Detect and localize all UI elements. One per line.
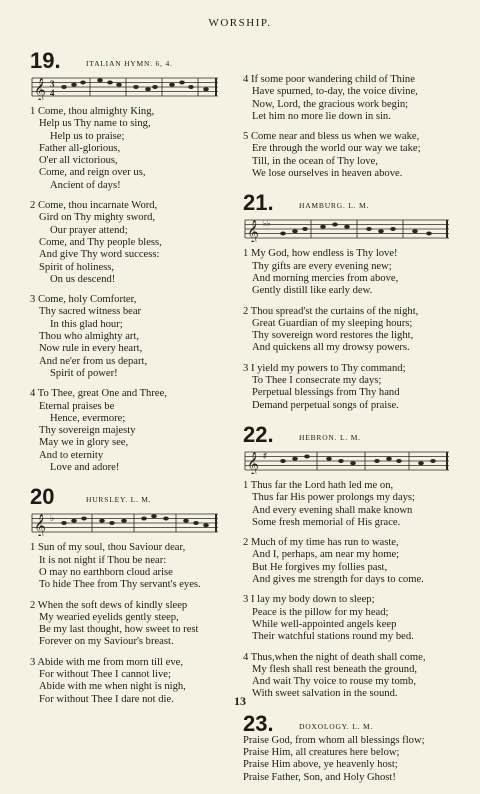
verse-line: 1 Come, thou almighty King, (30, 106, 155, 117)
stanza (243, 537, 455, 586)
svg-text:𝄞: 𝄞 (247, 452, 259, 474)
verse-line: We lose ourselves in heaven above. (252, 168, 403, 180)
verse-line: Thy sovereign majesty (39, 425, 136, 437)
verse-line: O may no earthborn cloud arise (39, 566, 173, 578)
verse-line: Hence, evermore; (50, 412, 126, 424)
verse-line: Now, Lord, the gracious work begin; (252, 98, 409, 110)
hymn-number: 20 (30, 484, 55, 510)
verse-line: And every evening shall make known (252, 504, 413, 516)
verse-line: Now rule in every heart, (39, 343, 143, 355)
hymn-tune: DOXOLOGY. L. M. (299, 721, 374, 731)
verse-line: 1 Thus far the Lord hath led me on, (243, 479, 394, 491)
svg-text:4: 4 (50, 88, 55, 98)
verse-line: In this glad hour; (50, 318, 123, 330)
hymn-20-continued (243, 74, 455, 180)
hymn-text (30, 542, 238, 706)
verse-line: Help us Thy name to sing, (39, 118, 151, 130)
verse-line: Gird on Thy mighty sword, (39, 212, 156, 224)
page-header: WORSHIP. (208, 17, 272, 29)
left-column (30, 48, 238, 716)
verse-line: For without Thee I cannot live; (39, 668, 171, 680)
verse-line: And morning mercies from above, (252, 272, 399, 284)
verse-line: Eternal praises be (39, 400, 115, 412)
hymn-number: 21. (243, 190, 274, 216)
verse-line: To hide Thee from Thy servant's eyes. (39, 579, 201, 591)
stanza (30, 106, 238, 192)
music-staff (243, 448, 451, 474)
stanza (243, 74, 455, 123)
verse-line: May we in glory see, (39, 437, 129, 449)
verse-line: Father all-glorious, (39, 142, 121, 154)
verse-line: 3 Abide with me from morn till eve, (30, 656, 183, 668)
verse-line: Ere through the world our way we take; (252, 143, 421, 155)
verse-line: Have spurned, to-day, the voice divine, (252, 86, 418, 98)
verse-line: And give Thy word success: (39, 249, 160, 261)
stanza (243, 480, 455, 529)
stanza (243, 306, 455, 355)
verse-line: Praise Father, Son, and Holy Ghost! (243, 771, 396, 783)
verse-line: Thy sacred witness bear (39, 306, 142, 318)
svg-text:3: 3 (50, 79, 55, 89)
hymn-tune: HURSLEY. L. M. (86, 495, 152, 505)
verse-line: With sweet salvation in the sound. (252, 688, 398, 700)
verse-line: And to eternity (39, 449, 104, 461)
hymn-23 (243, 711, 455, 784)
verse-line: 3 I lay my body down to sleep; (243, 594, 375, 606)
verse-line: Praise Him above, ye heavenly host; (243, 759, 398, 771)
stanza (243, 735, 455, 784)
music-staff (30, 510, 220, 536)
verse-line: Let him no more lie down in sin. (252, 110, 391, 122)
verse-line: My wearied eyelids gently steep, (39, 611, 179, 623)
hymn-text (30, 106, 238, 474)
hymn-number: 23. (243, 710, 274, 736)
hymn-tune: HEBRON. L. M. (299, 432, 361, 442)
hymn-tune: ITALIAN HYMN. 6, 4. (86, 59, 173, 68)
verse-line: 2 When the soft dews of kindly sleep (30, 599, 188, 611)
verse-line: Ancient of days! (50, 179, 121, 191)
svg-text:𝄞: 𝄞 (34, 79, 46, 100)
verse-line: 5 Come near and bless us when we wake, (243, 131, 420, 143)
verse-line: 4 Thus,when the night of death shall come, (243, 651, 426, 663)
stanza (30, 200, 238, 286)
verse-line: Forever on my Saviour's breast. (39, 636, 174, 648)
verse-line: It is not night if Thou be near: (39, 554, 167, 566)
verse-line: My flesh shall rest beneath the ground, (252, 663, 418, 675)
music-staff (30, 74, 220, 100)
stanza (243, 131, 455, 180)
verse-line: Praise Him, all creatures here below; (243, 746, 400, 758)
hymn-19 (30, 48, 238, 474)
verse-line: Their watchful stations round my bed. (252, 631, 414, 643)
hymn-21 (243, 190, 455, 412)
stanza (30, 294, 238, 380)
verse-line: Thus far His power prolongs my days; (252, 492, 416, 504)
verse-line: Perpetual blessings from Thy hand (252, 387, 400, 399)
verse-line: Come, and reign over us, (39, 167, 146, 179)
verse-line: And wait Thy voice to rouse my tomb, (252, 676, 416, 688)
verse-line: Gently distill like early dew. (252, 285, 373, 297)
stanza (243, 594, 455, 643)
verse-line: 2 Much of my time has run to waste, (243, 537, 399, 549)
stanza (30, 542, 238, 591)
verse-line: 4 To Thee, great One and Three, (30, 388, 167, 400)
verse-line: Our prayer attend; (50, 224, 128, 236)
verse-line: Help us to praise; (50, 130, 125, 142)
verse-line: Thy gifts are every evening new; (252, 260, 392, 272)
music-staff (243, 216, 451, 242)
verse-line: Spirit of holiness, (39, 261, 115, 273)
verse-line: 3 Come, holy Comforter, (30, 294, 137, 306)
verse-line: Spirit of power! (50, 367, 118, 379)
verse-line: Abide with me when night is nigh, (39, 681, 186, 693)
verse-line: Some fresh memorial of His grace. (252, 516, 401, 528)
verse-line: For without Thee I dare not die. (39, 693, 174, 705)
verse-line: O'er all victorious, (39, 155, 118, 167)
verse-line: Till, in the ocean of Thy love, (252, 155, 378, 167)
verse-line: Great Guardian of my sleeping hours; (252, 317, 413, 329)
stanza (30, 600, 238, 649)
verse-line: And ne'er from us depart, (39, 355, 148, 367)
verse-line: 3 I yield my powers to Thy command; (243, 362, 406, 374)
svg-text:𝄞: 𝄞 (247, 221, 259, 243)
verse-line: Praise God, from whom all blessings flow; (243, 734, 425, 746)
verse-line: Be my last thought, how sweet to rest (39, 624, 199, 636)
hymn-tune: HAMBURG. L. M. (299, 201, 370, 211)
svg-text:♭♭: ♭♭ (263, 219, 271, 229)
verse-line: But He forgives my follies past, (252, 561, 388, 573)
verse-line: To Thee I consecrate my days; (252, 375, 382, 387)
verse-line: Demand perpetual songs of praise. (252, 399, 399, 411)
verse-line: Thou who almighty art, (39, 331, 140, 343)
verse-line: And I, perhaps, am near my home; (252, 549, 400, 561)
verse-line: Love and adore! (50, 462, 120, 474)
verse-line: And gives me strength for days to come. (252, 574, 424, 586)
verse-line: And quickens all my drowsy powers. (252, 342, 410, 354)
hymn-20 (30, 484, 238, 706)
hymn-number: 19. (30, 48, 61, 73)
right-column (243, 48, 455, 794)
verse-line: While well-appointed angels keep (252, 618, 397, 630)
verse-line: 2 Thou spread'st the curtains of the night, (243, 305, 419, 317)
svg-text:♯: ♯ (263, 450, 267, 460)
verse-line: Come, and Thy people bless, (39, 236, 162, 248)
stanza (30, 388, 238, 474)
verse-line: 1 My God, how endless is Thy love! (243, 248, 398, 260)
page-number: 13 (234, 694, 246, 708)
hymn-number: 22. (243, 421, 274, 447)
hymn-22 (243, 422, 455, 701)
svg-text:♭: ♭ (50, 513, 55, 524)
verse-line: On us descend! (50, 273, 116, 285)
verse-line: 2 Come, thou incarnate Word, (30, 200, 158, 212)
verse-line: Thy sovereign word restores the light, (252, 330, 414, 342)
stanza (243, 363, 455, 412)
verse-line: 4 If some poor wandering child of Thine (243, 74, 415, 85)
verse-line: Peace is the pillow for my head; (252, 606, 389, 618)
verse-line: 1 Sun of my soul, thou Saviour dear, (30, 542, 186, 554)
svg-text:𝄞: 𝄞 (34, 515, 46, 537)
stanza (243, 248, 455, 297)
